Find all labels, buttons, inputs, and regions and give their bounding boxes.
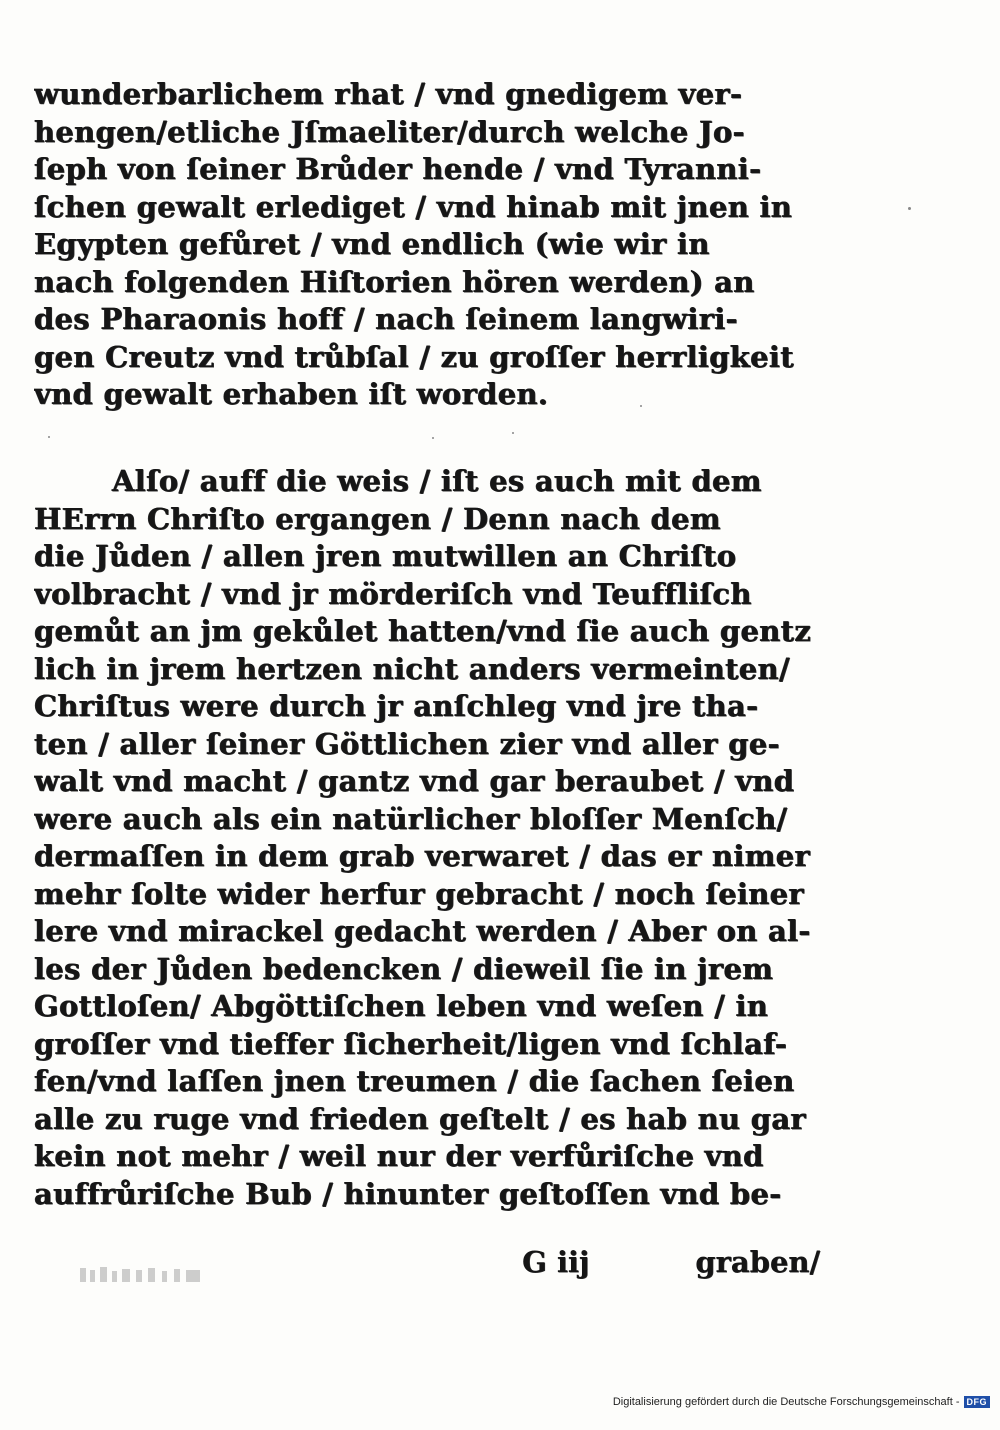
text-line: lere vnd mirackel gedacht werden / Aber on al- — [34, 914, 811, 948]
text-line: kein not mehr / weil nur der verfůriſche vnd — [34, 1139, 764, 1173]
text-line: ſeph von ſeiner Brůder hende / vnd Tyranni- — [34, 152, 762, 186]
signature-mark: G iij — [522, 1245, 590, 1279]
text-line: volbracht / vnd jr mörderiſch vnd Teuffliſch — [34, 576, 752, 611]
text-line: die Jůden / allen jren mutwillen an Chriſto — [34, 539, 737, 573]
text-line: vnd gewalt erhaben iſt worden. — [34, 377, 549, 411]
text-line: walt vnd macht / gantz vnd gar beraubet / vnd — [34, 764, 795, 798]
ink-speck — [908, 207, 911, 210]
text-line: ſchen gewalt erlediget / vnd hinab mit jnen in — [34, 189, 793, 224]
text-line: des Pharaonis hoff / nach ſeinem langwiri- — [34, 302, 738, 336]
text-line: fen/vnd laſſen jnen treumen / die ſachen ſeien — [34, 1064, 795, 1098]
ink-speck — [48, 436, 50, 438]
dfg-logo: DFG — [964, 1396, 991, 1408]
text-line: mehr ſolte wider herfur gebracht / noch ſeiner — [34, 876, 805, 911]
ink-speck — [512, 432, 514, 434]
text-line: wunderbarlichem rhat / vnd gnedigem ver- — [34, 77, 743, 111]
faint-stamp-mark — [78, 1262, 208, 1286]
text-line: auffrůriſche Bub / hinunter geſtoſſen vnd be- — [34, 1176, 782, 1211]
footer-text: Digitalisierung gefördert durch die Deutsche Forschungsgemeinschaft - — [612, 1396, 960, 1408]
ink-speck — [432, 437, 434, 439]
text-line: groſſer vnd tieffer ſicherheit/ligen vnd ſchlaf- — [34, 1026, 788, 1061]
text-line: Alſo/ auff die weis / iſt es auch mit dem — [112, 464, 762, 498]
text-line: HErrn Chriſto ergangen / Denn nach dem — [34, 501, 721, 536]
text-line: nach folgenden Hiſtorien hören werden) an — [34, 264, 755, 299]
text-line: lich in jrem hertzen nicht anders vermeinten/ — [34, 651, 790, 686]
text-line: Egypten gefůret / vnd endlich (wie wir in — [34, 227, 710, 261]
text-line: alle zu ruge vnd frieden geſtelt / es hab nu gar — [34, 1101, 807, 1136]
text-line: gemůt an jm gekůlet hatten/vnd ſie auch gentz — [34, 614, 812, 648]
paragraph-1 — [34, 76, 834, 414]
text-line: les der Jůden bedencken / dieweil ſie in jrem — [34, 951, 774, 986]
text-line: hengen/etliche Jſmaeliter/durch welche Jo- — [34, 114, 745, 149]
ink-speck — [640, 405, 642, 407]
text-line: gen Creutz vnd trůbſal / zu groſſer herrligkeit — [34, 339, 794, 374]
text-line: Gottloſen/ Abgöttiſchen leben vnd weſen / in — [34, 989, 769, 1023]
text-line: ten / aller ſeiner Göttlichen zier vnd aller ge- — [34, 726, 780, 761]
text-line: dermaſſen in dem grab verwaret / das er nimer — [34, 839, 811, 873]
catchword: graben/ — [695, 1245, 820, 1279]
text-line: were auch als ein natürlicher bloſſer Menſch/ — [34, 801, 788, 836]
paragraph-2 — [34, 463, 834, 1213]
digitization-footer — [613, 1396, 990, 1408]
text-line: Chriſtus were durch jr anſchleg vnd jre tha- — [34, 689, 759, 723]
